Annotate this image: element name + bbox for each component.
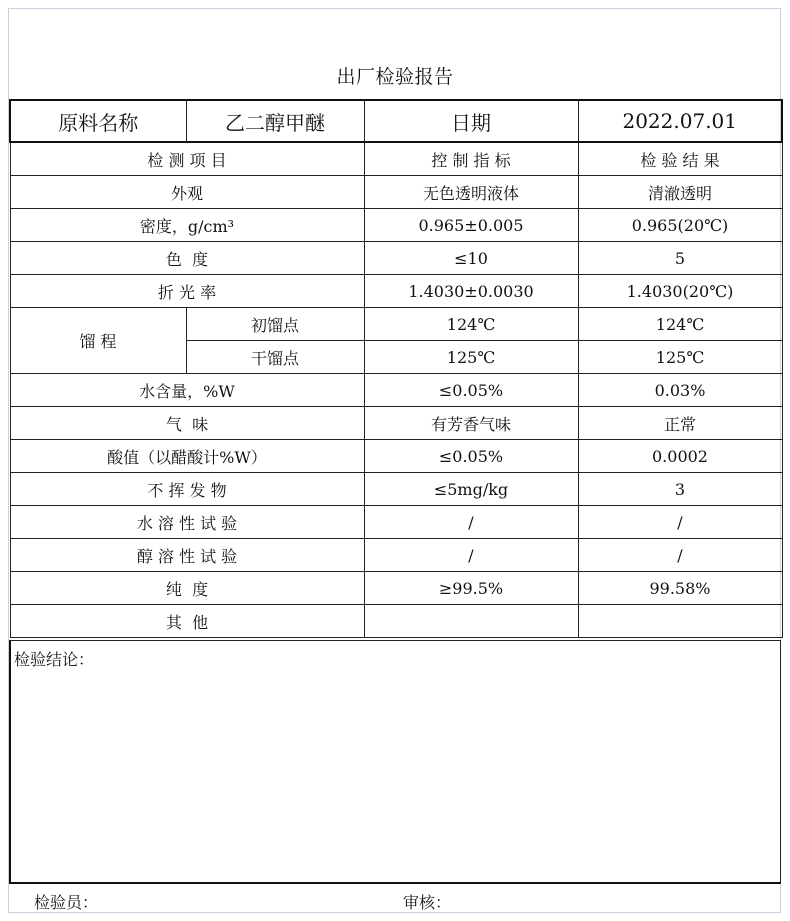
row-item: 纯 度 [10,572,364,605]
row-result[interactable]: / [578,539,782,572]
report-title: 出厂检验报告 [336,66,454,88]
row-spec[interactable]: 无色透明液体 [364,176,578,209]
row-item: 其 他 [10,605,364,638]
row-item: 水 溶 性 试 验 [10,506,364,539]
table-row [10,539,782,572]
row-spec[interactable]: 125℃ [364,341,578,374]
distillation-label: 馏 程 [10,308,186,374]
row-result[interactable]: 3 [578,473,782,506]
row-item: 气 味 [10,407,364,440]
row-spec[interactable]: 有芳香气味 [364,407,578,440]
row-result[interactable] [578,605,782,638]
conclusion-label: 检验结论： [14,650,95,669]
row-subitem: 干馏点 [186,341,364,374]
row-item: 外观 [10,176,364,209]
row-spec[interactable] [364,605,578,638]
row-result[interactable]: 99.58% [578,572,782,605]
row-item: 色 度 [10,242,364,275]
table-row [10,242,782,275]
row-spec[interactable]: ≤5mg/kg [364,473,578,506]
row-result[interactable]: 125℃ [578,341,782,374]
date-label: 日期 [364,100,578,142]
row-item: 醇 溶 性 试 验 [10,539,364,572]
header-row [10,100,782,142]
column-header-result: 检 验 结 果 [578,142,782,176]
material-label: 原料名称 [10,100,186,142]
row-result[interactable]: 0.965(20℃) [578,209,782,242]
table-row [10,407,782,440]
table-row [10,275,782,308]
row-item: 不 挥 发 物 [10,473,364,506]
row-spec[interactable]: 124℃ [364,308,578,341]
column-header-item: 检 测 项 目 [10,142,364,176]
row-spec[interactable]: ≤0.05% [364,374,578,407]
table-row [10,374,782,407]
row-item: 酸值（以醋酸计%W） [10,440,364,473]
row-spec[interactable]: / [364,539,578,572]
table-row [10,605,782,638]
row-spec[interactable]: 0.965±0.005 [364,209,578,242]
table-row [10,506,782,539]
table-row [10,440,782,473]
date-value[interactable]: 2022.07.01 [578,100,782,142]
row-spec[interactable]: ≤10 [364,242,578,275]
inspector-label: 检验员： [34,893,99,912]
table-row [10,572,782,605]
row-result[interactable]: 1.4030(20℃) [578,275,782,308]
row-result[interactable]: / [578,506,782,539]
row-spec[interactable]: ≤0.05% [364,440,578,473]
table-row [10,209,782,242]
column-header-row [10,142,782,176]
row-spec[interactable]: / [364,506,578,539]
inspection-table [9,99,783,638]
table-row-distillation-initial [10,308,782,341]
table-row [10,176,782,209]
row-item: 密度，g/cm³ [10,209,364,242]
table-row [10,473,782,506]
row-spec[interactable]: 1.4030±0.0030 [364,275,578,308]
conclusion-box[interactable] [9,640,781,884]
row-result[interactable]: 124℃ [578,308,782,341]
row-spec[interactable]: ≥99.5% [364,572,578,605]
row-result[interactable]: 正常 [578,407,782,440]
row-subitem: 初馏点 [186,308,364,341]
row-item: 水含量，%W [10,374,364,407]
reviewer-label: 审核： [403,893,452,912]
material-value[interactable]: 乙二醇甲醚 [186,100,364,142]
row-result[interactable]: 0.0002 [578,440,782,473]
row-result[interactable]: 5 [578,242,782,275]
row-item: 折 光 率 [10,275,364,308]
column-header-spec: 控 制 指 标 [364,142,578,176]
row-result[interactable]: 清澈透明 [578,176,782,209]
row-result[interactable]: 0.03% [578,374,782,407]
